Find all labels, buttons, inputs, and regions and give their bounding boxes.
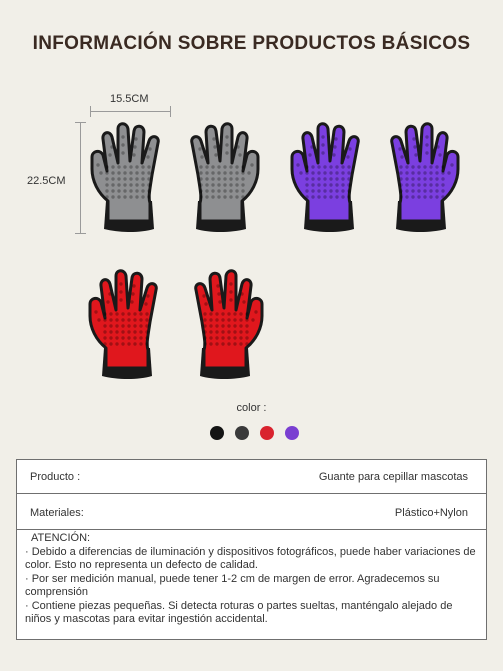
attention-title: ATENCIÓN: [31,532,91,544]
color-swatch-gray[interactable] [235,426,249,440]
width-dimension-label: 15.5CM [110,93,149,105]
width-dimension-cap [170,106,171,117]
red-glove-right [178,263,266,383]
attention-notes [25,532,478,627]
color-swatch-red[interactable] [260,426,274,440]
attention-note: · Contiene piezas pequeñas. Si detecta roturas o partes sueltas, manténgalo alejado de niños y mascotas para evitar ingestión accidental. [25,599,453,625]
info-value: Plástico+Nylon [394,507,468,519]
info-row-product [17,460,486,494]
width-dimension-line [90,111,170,112]
height-dimension-cap [75,122,86,123]
red-glove-left [86,263,174,383]
attention-note: · Debido a diferencias de iluminación y dispositivos fotográficos, puede haber variaciones de color. Esto no representa un defecto de calidad. [25,545,476,571]
height-dimension-label: 22.5CM [27,175,66,187]
info-value: Guante para cepillar mascotas [318,471,468,483]
page-title: INFORMACIÓN SOBRE PRODUCTOS BÁSICOS [32,33,471,54]
product-info-table [16,459,487,640]
color-swatch-purple[interactable] [285,426,299,440]
height-dimension-line [80,122,81,233]
color-swatch-black[interactable] [210,426,224,440]
height-dimension-cap [75,233,86,234]
color-label: color : [236,402,267,414]
width-dimension-cap [90,106,91,117]
purple-glove-left [288,117,376,235]
info-key: Producto : [30,471,81,483]
color-swatches [210,426,299,440]
purple-glove-right [374,117,462,235]
attention-note: · Por ser medición manual, puede tener 1-2 cm de margen de error. Agradecemos su comprensión [25,572,440,598]
gray-glove-left [88,117,176,235]
gray-glove-right [174,117,262,235]
info-row-materials [17,496,486,530]
info-key: Materiales: [30,507,84,519]
